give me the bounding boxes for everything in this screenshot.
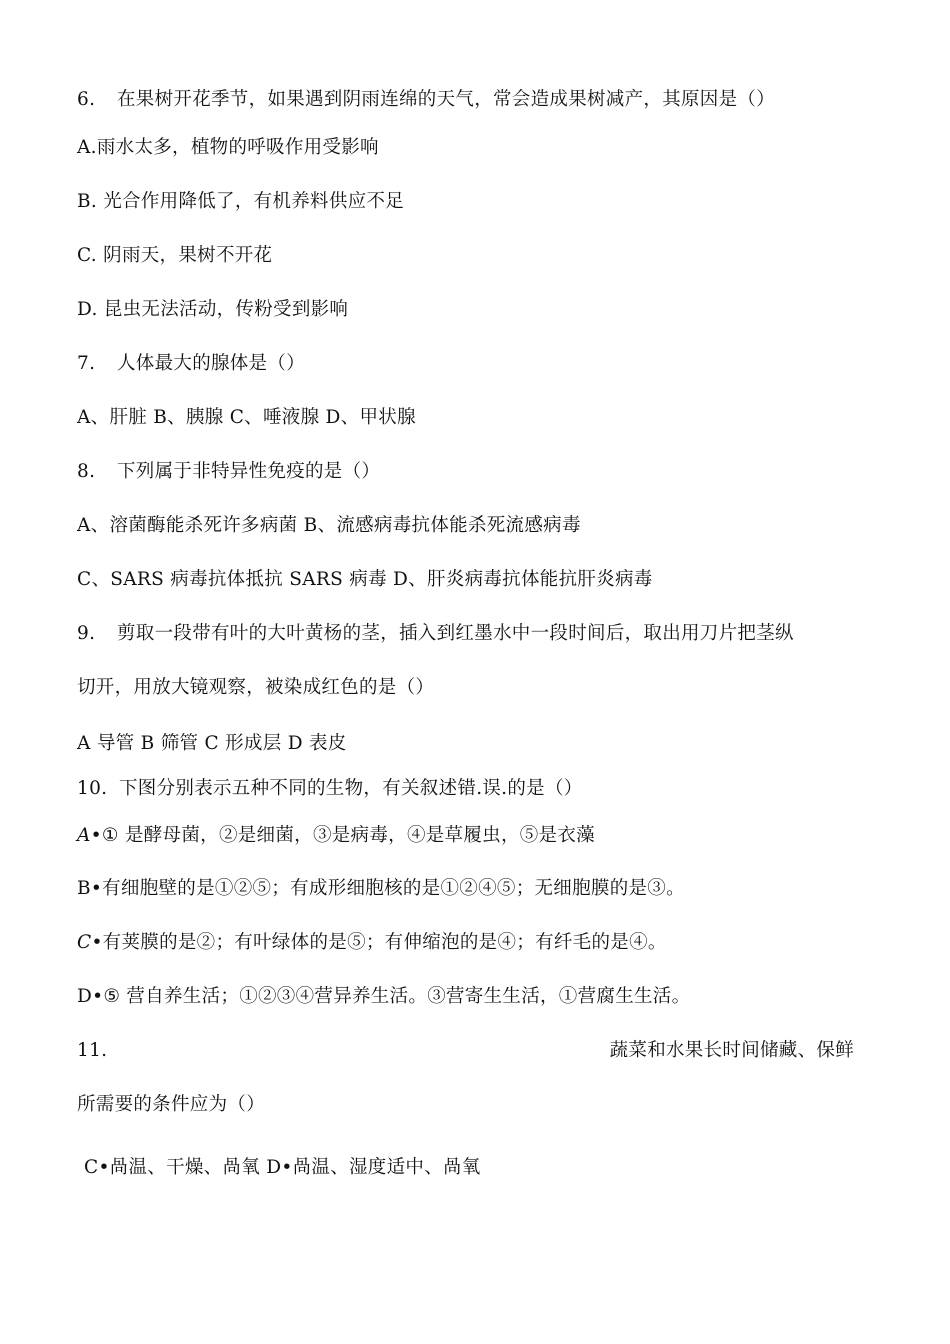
question-11-options: C•咼温、干燥、咼氧 D•咼温、湿度适中、咼氧 [84, 1157, 481, 1178]
question-text: 剪取一段带有叶的大叶黄杨的茎，插入到红墨水中一段时间后，取出用刀片把茎纵 [117, 623, 794, 644]
option-letter: C [77, 932, 92, 953]
question-9-stem-line-2: 切开，用放大镜观察，被染成红色的是（） [77, 677, 435, 698]
question-10-option-a [77, 824, 595, 848]
question-6-option-b: B. 光合作用降低了，有机养料供应不足 [77, 191, 405, 212]
question-8-stem [77, 460, 380, 484]
question-number: 9. [77, 623, 96, 644]
question-number: 6. [77, 89, 96, 110]
question-text: 下图分别表示五种不同的生物，有关叙述错.误.的是（） [119, 778, 583, 799]
option-letter: A [77, 825, 91, 846]
question-number: 8. [77, 461, 96, 482]
question-8-options-line-1: A、溶菌酶能杀死许多病菌 B、流感病毒抗体能杀死流感病毒 [77, 515, 581, 536]
question-10-option-b: B•有细胞壁的是①②⑤；有成形细胞核的是①②④⑤；无细胞膜的是③。 [77, 878, 685, 899]
option-text: •有荚膜的是②；有叶绿体的是⑤；有伸缩泡的是④；有纤毛的是④。 [91, 932, 667, 953]
question-6-option-d: D. 昆虫无法活动，传粉受到影响 [77, 299, 349, 320]
question-10-option-d: D•⑤ 营自养生活；①②③④营异养生活。③营寄生生活，①营腐生生活。 [77, 986, 691, 1007]
question-7-stem [77, 352, 305, 376]
question-text: 下列属于非特异性免疫的是（） [117, 461, 381, 482]
question-number: 10. [77, 778, 108, 799]
question-11-stem-right: 蔬菜和水果长时间储藏、保鲜 [609, 1040, 854, 1061]
question-8-options-line-2: C、SARS 病毒抗体抵抗 SARS 病毒 D、肝炎病毒抗体能抗肝炎病毒 [77, 569, 653, 590]
question-number: 7. [77, 353, 96, 374]
option-text: •① 是酵母菌，②是细菌，③是病毒，④是草履虫，⑤是衣藻 [90, 825, 595, 846]
question-7-options: A、肝脏 B、胰腺 C、唾液腺 D、甲状腺 [77, 407, 416, 428]
question-10-option-c [77, 931, 667, 955]
question-10-stem [77, 777, 583, 801]
question-text: 人体最大的腺体是（） [117, 353, 306, 374]
question-6-stem [77, 88, 775, 112]
question-6-option-c: C. 阴雨天，果树不开花 [77, 245, 273, 266]
question-9-stem-line-1 [77, 622, 794, 646]
question-11-stem-line-2: 所需要的条件应为（） [77, 1094, 266, 1115]
question-9-options: A 导管 B 筛管 C 形成层 D 表皮 [77, 733, 347, 754]
question-6-option-a: A.雨水太多，植物的呼吸作用受影响 [77, 137, 379, 158]
question-11-number: 11. [77, 1040, 108, 1061]
question-text: 在果树开花季节，如果遇到阴雨连绵的天气，常会造成果树减产，其原因是（） [117, 89, 776, 110]
